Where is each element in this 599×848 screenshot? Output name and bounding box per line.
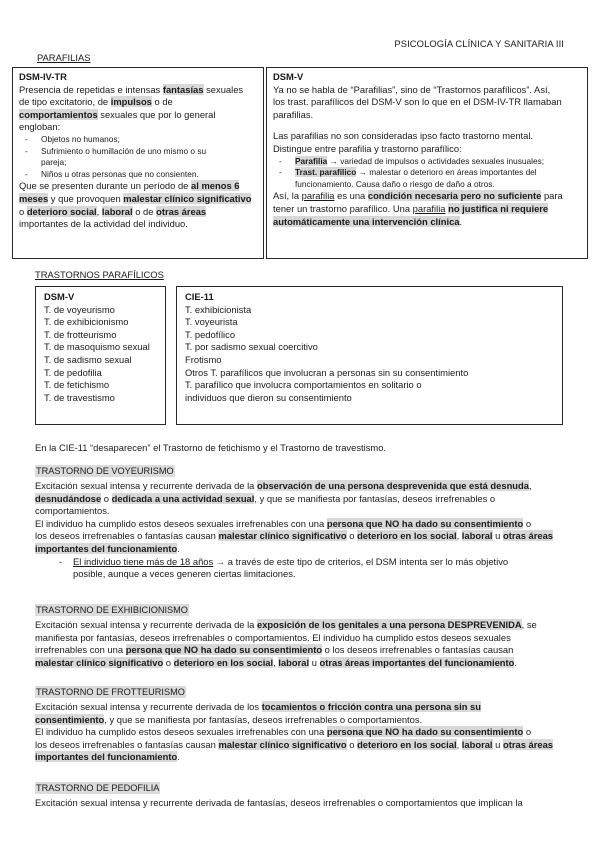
list-item: T. de frotteurismo — [44, 328, 117, 340]
text: Que se presenten durante un período de — [19, 180, 192, 192]
text: → variedad de impulsos o actividades sexuales inusuales; — [327, 155, 545, 166]
highlight: exposición de los genitales a una persona DESPREVENIDA — [257, 619, 522, 630]
highlight: desnudándose — [35, 492, 102, 504]
list-item — [273, 179, 581, 191]
highlight: al menos 6 — [191, 180, 240, 192]
highlight: otras áreas — [502, 530, 554, 542]
text: o — [346, 738, 358, 750]
dsm5-box — [266, 67, 588, 259]
highlight: laboral — [278, 656, 310, 668]
exhibicionismo-body — [35, 619, 565, 669]
text: . — [177, 751, 180, 763]
text: Distingue entre parafilia y trastorno parafílico: — [273, 142, 462, 154]
text: Presencia de repetidas e intensas — [19, 83, 163, 95]
highlight: tocamientos o fricción contra una persona sin su — [261, 701, 482, 712]
highlight: laboral — [461, 738, 493, 750]
text: para — [541, 190, 563, 202]
dsm5-title: DSM-V — [273, 71, 304, 82]
highlight: Trast. parafílico — [295, 167, 357, 178]
highlight: deterioro social — [26, 205, 97, 217]
highlight: comportamientos — [19, 108, 98, 120]
highlight: impulsos — [110, 96, 152, 108]
text: parafilia — [301, 190, 335, 202]
highlight: deterioro en los social — [357, 530, 457, 542]
text: Niños u otras personas que no consienten. — [41, 168, 199, 179]
highlight: malestar clínico significativo — [123, 192, 252, 204]
highlight: persona que NO ha dado su consentimiento — [326, 517, 524, 529]
highlight: deterioro en los social — [173, 656, 274, 668]
text: → a través de este tipo de criterios, el DSM intenta ser lo más objetivo — [213, 555, 509, 567]
highlight: malestar clínico significativo — [218, 530, 347, 542]
dsm5-list-title: DSM-V — [44, 291, 75, 302]
text: , — [456, 738, 462, 750]
text: o los deseos irrefrenables o fantasías causan — [322, 644, 514, 656]
dsm4-title: DSM-IV-TR — [19, 71, 67, 82]
section-title-frotteurismo: TRASTORNO DE FROTTEURISMO — [36, 687, 185, 697]
text: y que provoquen — [48, 192, 124, 204]
cie11-list-box — [176, 286, 563, 425]
text: o de — [151, 96, 173, 108]
text: comportamientos. — [35, 505, 110, 517]
highlight: importantes del funcionamiento — [35, 542, 178, 554]
list-item: T. de fetichismo — [44, 379, 110, 391]
text: , — [273, 656, 279, 668]
text: u — [309, 656, 320, 668]
text: Excitación sexual intensa y recurrente derivada de la — [35, 619, 257, 630]
list-item: T. pedofílico — [185, 328, 236, 340]
pedofilia-body — [35, 797, 565, 810]
list-item: individuos que dieron su consentimiento — [185, 391, 352, 403]
list-item: T. de exhibicionismo — [44, 316, 129, 328]
text: sexuales — [203, 83, 244, 95]
text: irrefrenables con una — [35, 644, 126, 656]
text: o — [101, 492, 112, 504]
list-item: - El individuo tiene más de 18 años → a través de este tipo de criterios, el DSM intenta ser lo más objetivo — [59, 555, 509, 567]
section-title-exhibicionismo: TRASTORNO DE EXHIBICIONISMO — [36, 605, 188, 615]
section-title-trastornos: TRASTORNOS PARAFÍLICOS — [35, 269, 164, 280]
highlight: laboral — [461, 530, 493, 542]
highlight: otras áreas — [156, 205, 207, 217]
text: , se — [521, 619, 537, 630]
list-item: T. por sadismo sexual coercitivo — [185, 341, 318, 353]
text: El individuo tiene más de 18 años — [73, 555, 214, 567]
text: funcionamiento. Causa daño o riesgo de daño a otros. — [295, 178, 495, 189]
text: u — [492, 530, 503, 542]
text: engloban: — [19, 121, 61, 133]
section-title-parafilias: PARAFILIAS — [37, 52, 91, 63]
dsm5-list-box — [35, 286, 166, 425]
list-item: Frotismo — [185, 353, 222, 365]
text: . — [459, 215, 463, 227]
list-item: T. parafílico que involucra comportamientos en solitario o — [185, 379, 422, 391]
text: importantes de la actividad del individuo. — [19, 218, 188, 230]
text: Las parafilias no son consideradas ipso facto trastorno mental. — [273, 130, 534, 142]
list-item: T. voyeurista — [185, 316, 238, 328]
text: posible, aunque a veces generen ciertas limitaciones. — [73, 568, 296, 580]
text: u — [492, 738, 503, 750]
highlight: persona que NO ha dado su consentimiento — [125, 644, 323, 656]
list-item: - Parafilia → variedad de impulsos o actividades sexuales inusuales; — [279, 155, 545, 166]
highlight: laboral — [101, 205, 133, 217]
text: es una — [334, 190, 368, 202]
text: sexuales que por lo general — [97, 108, 216, 120]
list-item: T. de sadismo sexual — [44, 353, 132, 365]
text: , y que se manifiesta por fantasías, deseos irrefrenables o — [254, 492, 496, 504]
text: parafilias. — [273, 108, 314, 120]
text: . — [514, 656, 517, 668]
text: o de — [132, 205, 157, 217]
text: . — [177, 542, 180, 554]
dsm4-box — [12, 67, 264, 259]
highlight: no justifica ni requiere — [448, 202, 549, 214]
text: , — [96, 205, 102, 217]
text: manifiesta por fantasías, deseos irrefrenables o comportamientos. El individuo ha cumplido estos deseos sexuales — [35, 631, 511, 643]
text: , y que se manifiesta por fantasías, deseos irrefrenables o comportamientos. — [104, 713, 423, 725]
text: o — [19, 205, 27, 217]
list-item — [19, 157, 257, 169]
text: Así, la — [273, 190, 302, 202]
text: los deseos irrefrenables o fantasías causan — [35, 738, 219, 750]
highlight: persona que NO ha dado su consentimiento — [326, 726, 524, 738]
list-item: - Objetos no humanos; — [25, 133, 120, 144]
section-title-voyeurismo: TRASTORNO DE VOYEURISMO — [36, 466, 174, 476]
text: o — [523, 726, 532, 738]
text: El individuo ha cumplido estos deseos sexuales irrefrenables con una — [35, 726, 327, 738]
list-item: T. de masoquismo sexual — [44, 341, 150, 353]
text: , — [456, 530, 462, 542]
highlight: consentimiento — [35, 713, 105, 725]
frotteurismo-body — [35, 701, 565, 764]
text: o — [163, 656, 174, 668]
list-item: - Trast. parafílico → malestar o deterioro en áreas importantes del — [279, 167, 537, 178]
highlight: automáticamente una intervención clínica — [273, 215, 460, 227]
text: → malestar o deterioro en áreas importantes del — [356, 167, 537, 178]
course-header: PSICOLOGÍA CLÍNICA Y SANITARIA III — [394, 38, 564, 49]
highlight: importantes del funcionamiento — [35, 751, 178, 763]
highlight: dedicada a una actividad sexual — [111, 492, 255, 504]
text: los trast. parafílicos del DSM-V son lo que en el DSM-IV-TR llamaban — [273, 96, 562, 108]
list-item: Otros T. parafílicos que involucran a personas sin su consentimiento — [185, 366, 469, 378]
highlight: malestar clínico significativo — [218, 738, 347, 750]
cie11-note: En la CIE-11 “desaparecen” el Trastorno de fetichismo y el Trastorno de travestismo. — [35, 442, 387, 453]
text: Excitación sexual intensa y recurrente derivada de fantasías, deseos irrefrenables o comportamientos que implican la — [35, 797, 523, 808]
list-item: T. de pedofilia — [44, 366, 102, 378]
cie11-list-title: CIE-11 — [185, 291, 214, 302]
highlight: malestar clínico significativo — [35, 656, 164, 668]
section-title-pedofilia: TRASTORNO DE PEDOFILIA — [36, 783, 160, 793]
text: o — [523, 517, 532, 529]
text: parafilia — [412, 202, 446, 214]
highlight: observación de una persona desprevenida que está desnuda — [257, 480, 529, 491]
text: Sufrimiento o humillación de uno mismo o su — [41, 145, 207, 156]
text: Ya no se habla de “Parafilias”, sino de “Trastornos parafílicos”. Así, — [273, 83, 551, 95]
list-item: T. exhibicionista — [185, 303, 252, 315]
list-item: - Sufrimiento o humillación de uno mismo o su — [25, 145, 207, 156]
highlight: fantasías — [162, 83, 204, 95]
text: El individuo ha cumplido estos deseos sexuales irrefrenables con una — [35, 517, 327, 529]
text: Excitación sexual intensa y recurrente derivada de los — [35, 701, 262, 712]
list-item: T. de travestismo — [44, 391, 115, 403]
text: tener un trastorno parafílico. Una — [273, 202, 413, 214]
voyeurismo-body: Excitación sexual intensa y recurrente derivada de la observación de una persona desprevenida que está desnuda, desnudándose o dedicada a una actividad sexual, y que se manifiesta por fantasías, deseos irrefrenables o comportamientos. El individuo ha cumplido estos deseos sexuales irrefrenables con una persona que NO ha dado su consentimiento o los deseos irrefrenables o fantasías causan malestar clínico significativo o deterioro en los social, laboral u otras áreas importantes del funcionamiento. - El individuo tiene más de 18 años → a través de este tipo de criterios, el DSM intenta ser lo más objetivo posible, aunque a veces generen ciertas limitaciones. — [35, 480, 565, 581]
text: pareja; — [41, 157, 67, 168]
list-item: T. de voyeurismo — [44, 303, 115, 315]
text: Excitación sexual intensa y recurrente derivada de la — [35, 480, 257, 491]
highlight: deterioro en los social — [357, 738, 457, 750]
text: Objetos no humanos; — [41, 133, 120, 144]
highlight: otras áreas — [502, 738, 554, 750]
text: o — [346, 530, 358, 542]
list-item: - Niños u otras personas que no consienten. — [25, 168, 199, 179]
highlight: Parafilia — [295, 155, 328, 166]
highlight: meses — [19, 192, 49, 204]
highlight: condición necesaria pero no suficiente — [367, 190, 542, 202]
text: de tipo excitatorio, de — [19, 96, 111, 108]
text: los deseos irrefrenables o fantasías causan — [35, 530, 219, 542]
highlight: otras áreas importantes del funcionamiento — [319, 656, 515, 668]
